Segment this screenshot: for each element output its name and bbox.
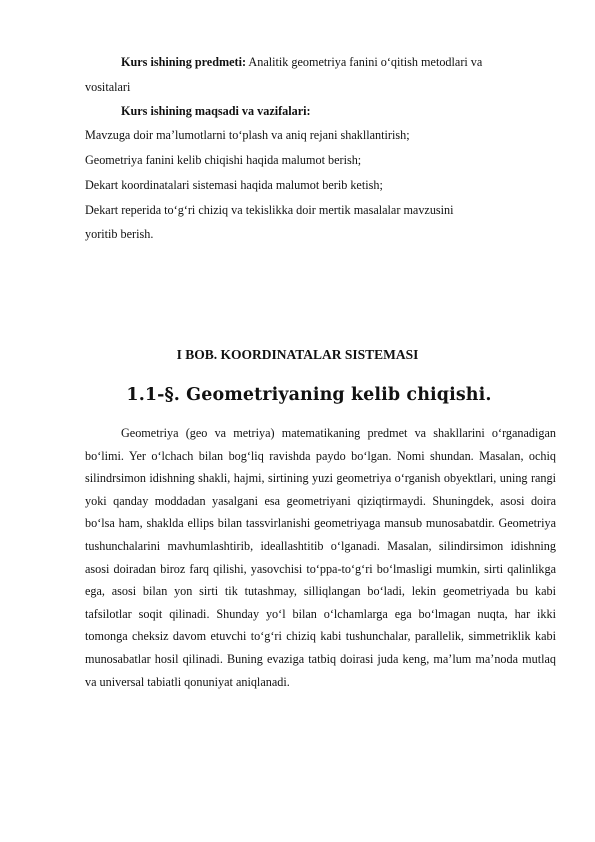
- course-subject-continuation: vositalari: [85, 80, 131, 94]
- goal-item: Mavzuga doir ma’lumotlarni to‘plash va aniq rejani shakllantirish;: [85, 128, 410, 142]
- goal-item: yoritib berish.: [85, 227, 154, 241]
- course-subject-label: Kurs ishining predmeti:: [121, 55, 247, 69]
- course-goals-label: Kurs ishining maqsadi va vazifalari:: [121, 104, 311, 118]
- course-subject-line: [121, 54, 482, 70]
- chapter-title: I BOB. KOORDINATALAR SISTEMASI: [176, 347, 419, 362]
- goal-item: Geometriya fanini kelib chiqishi haqida malumot berish;: [85, 153, 362, 167]
- course-subject-text: Analitik geometriya fanini o‘qitish metodlari va: [246, 55, 483, 69]
- body-paragraph: Geometriya (geo va metriya) matematikaning predmet va shakllarini o‘rganadigan bo‘limi. Yer o‘lchach bilan bog‘liq ravishda paydo bo‘lgan. Nomi shundan. Masalan, ochiq silindrsimon idishning shakli, hajmi, sirtining yuzi geometriya o‘rganish obyektlari, uning rangi yoki qanday moddadan yasalgani esa geometriyani qiziqtirmaydi. Shuningdek, asosi doira bo‘lsa ham, shaklda ellips bilan tassvirlanishi geometriyaga mansub munosabatdir. Geometriya tushunchalarini mavhumlashtirib, ideallashtitib o‘lganadi. Masalan, silindirsimon idishning asosi doiradan biroz farq qilishi, yasovchisi to‘ppa-to‘g‘ri bo‘lmasligi mumkin, sirti qalinlikga ega, asosi bilan yon sirti tik tutashmay, silliqlangan bo‘ladi, lekin geometriyada bu kabi tafsilotlar soqit qilinadi. Shunday yo‘l bilan o‘lchamlarga ega bo‘lmagan nuqta, har ikki tomonga cheksiz davom etuvchi to‘g‘ri chiziq kabi tushunchalar, parallelik, simmetriklik kabi munosabatlar hosil qilinadi. Buning evaziga tatbiq doirasi juda keng, ma’lum ma’noda mutlaq va universal tabiatli qonuniyat aniqlanadi.: [85, 426, 556, 689]
- goal-item: Dekart koordinatalari sistemasi haqida malumot berib ketish;: [85, 178, 383, 192]
- section-title: 1.1-§. Geometriyaning kelib chiqishi.: [126, 385, 492, 405]
- goal-item: Dekart reperida to‘g‘ri chiziq va tekislikka doir mertik masalalar mavzusini: [85, 203, 454, 217]
